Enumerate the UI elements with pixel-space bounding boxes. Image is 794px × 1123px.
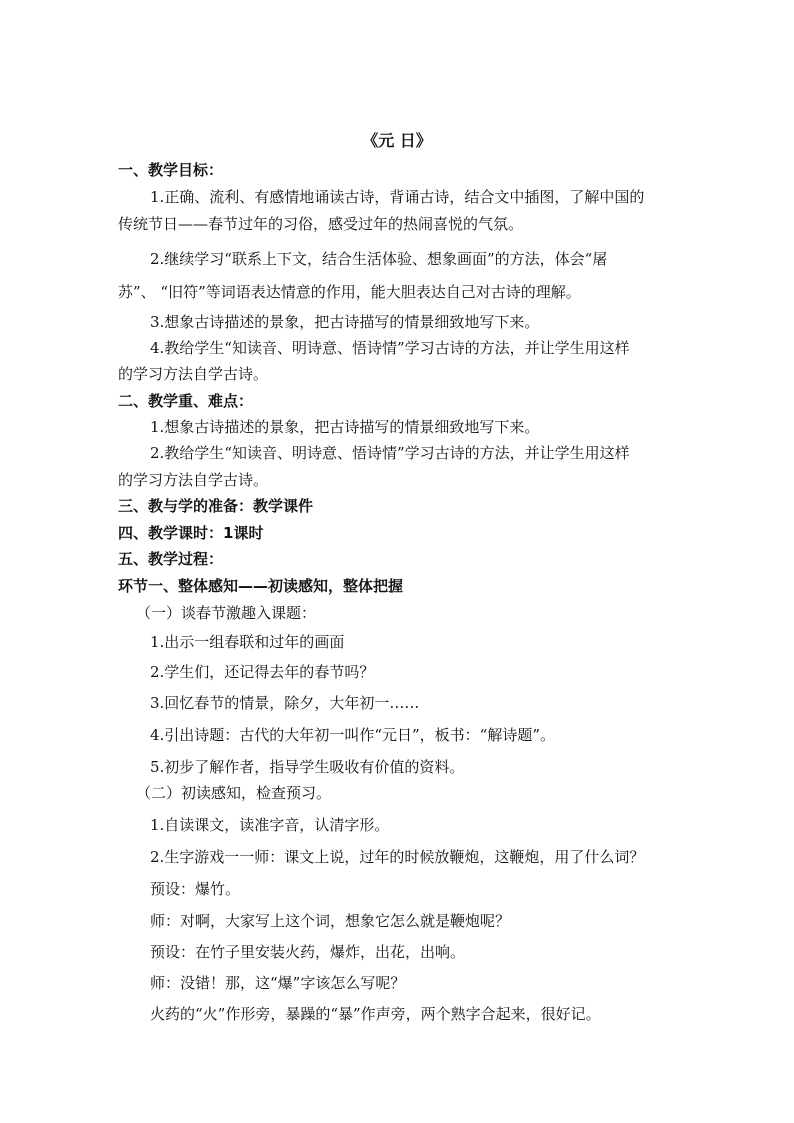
- paragraph-line: 2.生字游戏一一师：课文上说，过年的时候放鞭炮，这鞭炮，用了什么词？: [150, 848, 645, 866]
- section-heading: 四、教学课时：1课时: [118, 524, 264, 542]
- paragraph-line: 3.想象古诗描述的景象，把古诗描写的情景细致地写下来。: [150, 313, 540, 331]
- paragraph-line: （一）谈春节激趣入课题：: [136, 604, 317, 622]
- paragraph-line: （二）初读感知，检查预习。: [136, 784, 332, 802]
- paragraph-line: 2.教给学生“知读音、明诗意、悟诗情”学习古诗的方法，并让学生用这样: [150, 444, 630, 462]
- paragraph-line: 1.自读课文，读准字音，认清字形。: [150, 816, 390, 834]
- paragraph-line: 预设：在竹子里安装火药，爆炸，出花，出响。: [150, 943, 466, 961]
- section-heading: 环节一、整体感知——初读感知，整体把握: [118, 577, 404, 595]
- paragraph-line: 3.回忆春节的情景，除夕，大年初一……: [150, 694, 420, 712]
- section-heading: 二、教学重、难点：: [118, 392, 254, 410]
- paragraph-line: 2.学生们，还记得去年的春节吗？: [150, 663, 375, 681]
- paragraph-line: 预设：爆竹。: [150, 880, 241, 898]
- page-title: 《元 日》: [362, 131, 432, 150]
- paragraph-line: 师：对啊，大家写上这个词，想象它怎么就是鞭炮呢？: [150, 912, 511, 930]
- paragraph-line: 火药的“火”作形旁，暴躁的“暴”作声旁，两个熟字合起来，很好记。: [150, 1005, 601, 1023]
- paragraph-line: 师：没错！那，这“爆”字该怎么写呢？: [150, 974, 406, 992]
- paragraph-line: 1.想象古诗描述的景象，把古诗描写的情景细致地写下来。: [150, 418, 540, 436]
- section-heading: 三、教与学的准备：教学课件: [118, 497, 314, 515]
- section-heading: 一、教学目标：: [118, 161, 224, 179]
- paragraph-line: 1.正确、流利、有感情地诵读古诗，背诵古诗，结合文中插图，了解中国的: [150, 188, 645, 206]
- paragraph-line: 4.教给学生“知读音、明诗意、悟诗情”学习古诗的方法，并让学生用这样: [150, 339, 630, 357]
- paragraph-line: 1.出示一组春联和过年的画面: [150, 633, 345, 651]
- paragraph-line: 的学习方法自学古诗。: [118, 471, 269, 489]
- paragraph-line: 2.继续学习“联系上下文，结合生活体验、想象画面”的方法，体会“屠: [150, 250, 608, 268]
- paragraph-line: 的学习方法自学古诗。: [118, 365, 269, 383]
- paragraph-line: 传统节日——春节过年的习俗，感受过年的热闹喜悦的气氛。: [118, 215, 524, 233]
- paragraph-line: 5.初步了解作者，指导学生吸收有价值的资料。: [150, 758, 465, 776]
- section-heading: 五、教学过程：: [118, 550, 224, 568]
- paragraph-line: 4.引出诗题：古代的大年初一叫作“元日”，板书：“解诗题”。: [150, 726, 555, 744]
- paragraph-line: 苏”、 “旧符”等词语表达情意的作用，能大胆表达自己对古诗的理解。: [118, 283, 581, 301]
